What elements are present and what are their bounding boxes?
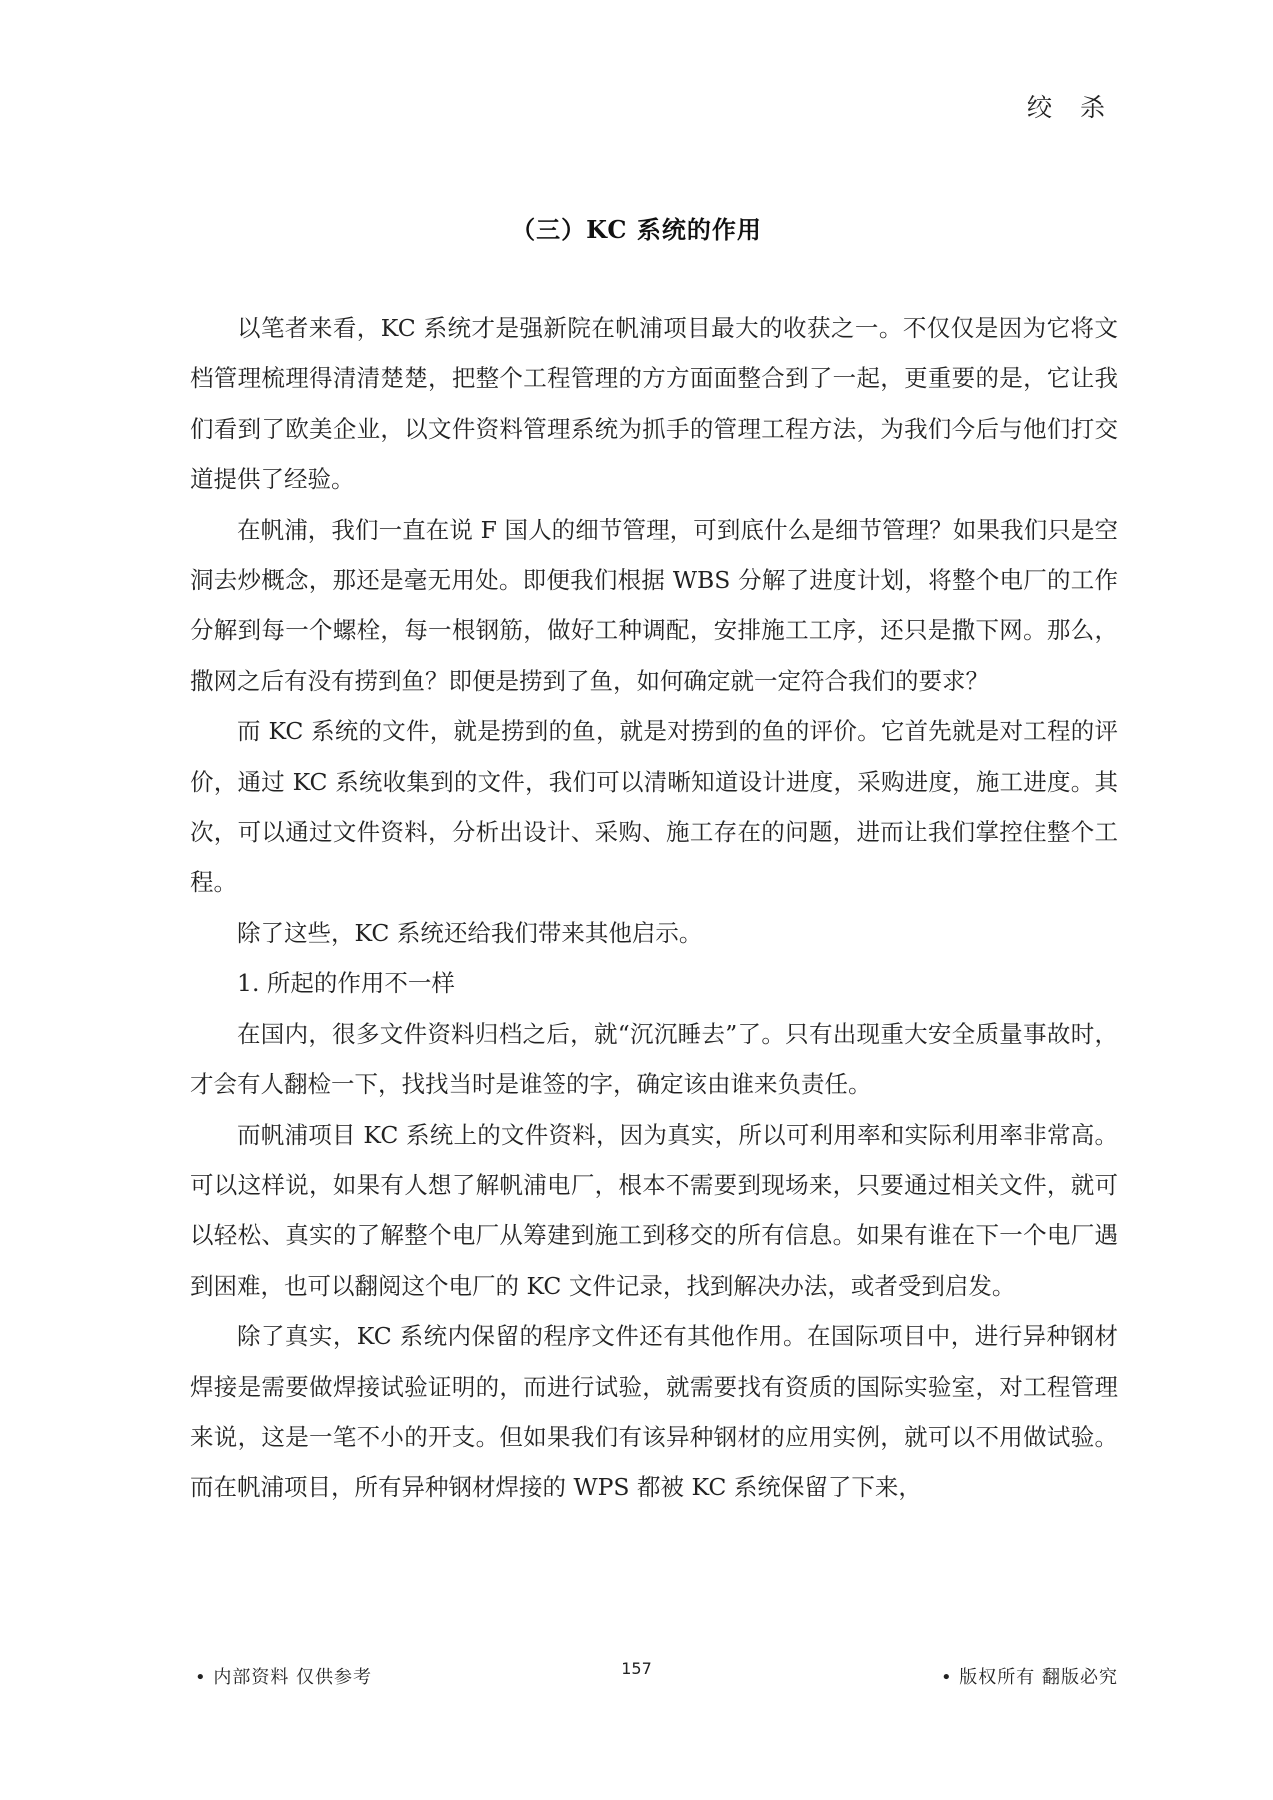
footer-left-note: • 内部资料 仅供参考 bbox=[195, 1667, 373, 1688]
page-number: 157 bbox=[621, 1659, 652, 1678]
running-header: 绞 杀 bbox=[1027, 93, 1115, 122]
paragraph: 在帆浦，我们一直在说 F 国人的细节管理，可到底什么是细节管理？如果我们只是空洞去炒概念，那还是毫无用处。即便我们根据 WBS 分解了进度计划，将整个电厂的工作分解到每一个螺栓，每一根钢筋，做好工种调配，安排施工工序，还只是撒下网。那么，撒网之后有没有捞到鱼？即便是捞到了鱼，如何确定就一定符合我们的要求？ bbox=[190, 515, 1118, 695]
section-title: （三）KC 系统的作用 bbox=[511, 215, 762, 244]
paragraph: 在国内，很多文件资料归档之后，就“沉沉睡去”了。只有出现重大安全质量事故时，才会有人翻检一下，找找当时是谁签的字，确定该由谁来负责任。 bbox=[190, 1019, 1118, 1099]
paragraph: 除了真实，KC 系统内保留的程序文件还有其他作用。在国际项目中，进行异种钢材焊接是需要做焊接试验证明的，而进行试验，就需要找有资质的国际实验室，对工程管理来说，这是一笔不小的开支。但如果我们有该异种钢材的应用实例，就可以不用做试验。而在帆浦项目，所有异种钢材焊接的 WPS 都被 KC 系统保留了下来， bbox=[190, 1322, 1118, 1502]
paragraph: 而 KC 系统的文件，就是捞到的鱼，就是对捞到的鱼的评价。它首先就是对工程的评价，通过 KC 系统收集到的文件，我们可以清晰知道设计进度，采购进度，施工进度。其次，可以通过文件资料，分析出设计、采购、施工存在的问题，进而让我们掌控住整个工程。 bbox=[190, 717, 1118, 897]
body-text bbox=[190, 303, 1118, 1513]
page-footer bbox=[0, 1659, 1273, 1693]
paragraph: 而帆浦项目 KC 系统上的文件资料，因为真实，所以可利用率和实际利用率非常高。可以这样说，如果有人想了解帆浦电厂，根本不需要到现场来，只要通过相关文件，就可以轻松、真实的了解整个电厂从筹建到施工到移交的所有信息。如果有谁在下一个电厂遇到困难，也可以翻阅这个电厂的 KC 文件记录，找到解决办法，或者受到启发。 bbox=[190, 1120, 1118, 1300]
paragraph: 以笔者来看，KC 系统才是强新院在帆浦项目最大的收获之一。不仅仅是因为它将文档管理梳理得清清楚楚，把整个工程管理的方方面面整合到了一起，更重要的是，它让我们看到了欧美企业，以文件资料管理系统为抓手的管理工程方法，为我们今后与他们打交道提供了经验。 bbox=[190, 314, 1118, 494]
subheading: 1. 所起的作用不一样 bbox=[237, 969, 455, 998]
footer-right-note: • 版权所有 翻版必究 bbox=[940, 1667, 1118, 1688]
paragraph: 除了这些，KC 系统还给我们带来其他启示。 bbox=[237, 918, 703, 947]
